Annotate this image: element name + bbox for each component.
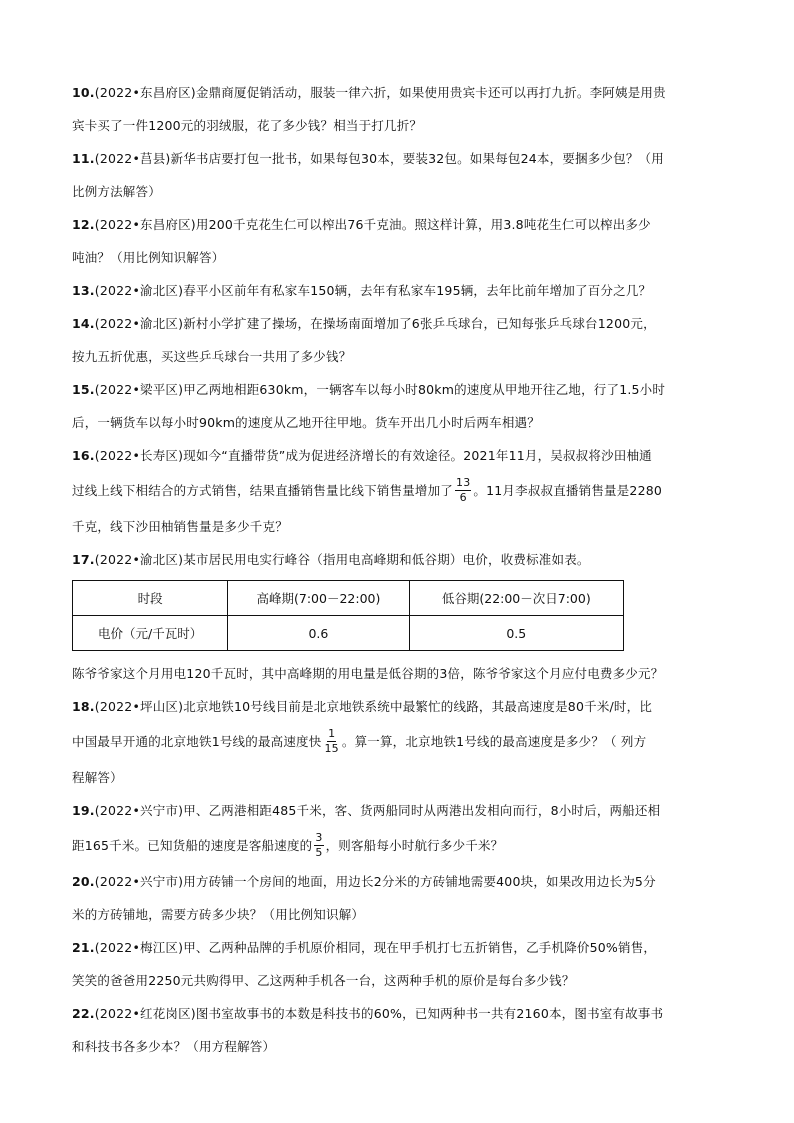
- table-row: [73, 581, 624, 616]
- question-16: 16.(2022•长寿区)现如今“直播带货”成为促进经济增长的有效途径。2021年11月，吴叔叔将沙田柚通: [72, 448, 652, 463]
- question-17: 17.(2022•渝北区)某市居民用电实行峰谷（指用电高峰期和低谷期）电价，收费标准如表。: [72, 552, 590, 567]
- fraction: $\frac{3}{5}$: [315, 831, 323, 859]
- question-15: 15.(2022•梁平区)甲乙两地相距630km，一辆客车以每小时80km的速度从甲地开往乙地，行了1.5小时: [72, 382, 666, 397]
- question-12: 12.(2022•东昌府区)用200千克花生仁可以榨出76千克油。照这样计算，用3.8吨花生仁可以榨出多少: [72, 217, 651, 232]
- table-cell: 电价（元/千瓦时）: [73, 616, 228, 651]
- table-cell: 高峰期(7:00－22:00): [228, 581, 409, 616]
- question-list: 10.(2022•东昌府区)金鼎商厦促销活动，服装一律六折，如果使用贵宾卡还可以再打九折。李阿姨是用贵 宾卡买了一件1200元的羽绒服，花了多少钱？相当于打几折？ 11.(2022•莒县)新华书店要打包一批书，如果每包30本，要装32包。如果每包24本，要捆多少包？（用 比例方法解答） 12.(2022•东昌府区)用200千克花生仁可以榨出76千克油。照这样计算，用3.8吨花生仁可以榨出多少 吨油？（用比例知识解答） 13.(2022•渝北区)春平小区前年有私家车150辆，去年有私家车195辆，去年比前年增加了百分之几？ 14.(2022•渝北区)新村小学扩建了操场，在操场南面增加了6张乒乓球台，已知每张乒乓球台1200元， 按九五折优惠，买这些乒乓球台一共用了多少钱？ 15.(2022•梁平区)甲乙两地相距630km，一辆客车以每小时80km的速度从甲地开往乙地，行了1.5小时 后，一辆货车以每小时90km的速度从乙地开往甲地。货车开出几小时后两车相遇？ 16.(2022•长寿区)现如今“直播带货”成为促进经济增长的有效途径。2021年11月，吴叔叔将沙田柚通 过线上线下相结合的方式销售，结果直播销售量比线下销售量增加了 $\frac{13}{6}$ 。11月李叔叔直播销售量是2280 千克，线下沙田柚销售量是多少千克？ 17.(2022•渝北区)某市居民用电实行峰谷（指用电高峰期和低谷期）电价，收费标准如表。 时段 高峰期(7:00－22:00) 低谷期(22:00－次日7:00) 电价（元/千瓦时） 0.6 0.5 陈爷爷家这个月用电120千瓦时，其中高峰期的用电量是低谷期的3倍，陈爷爷家这个月应付电费多少元？ 18.(2022•坪山区)北京地铁10号线目前是北京地铁系统中最繁忙的线路，其最高速度是80千米/时，比 中国最早开通的北京地铁1号线的最高速度快 $\frac{1}{15}$ 。算一算，北京地铁1号线的最高速度是多少？（ 列方 程解答） 19.(2022•兴宁市)甲、乙两港相距485千米，客、货两船同时从两港出发相向而行，8小时后，两船还相 距165千米。已知货船的速度是客船速度的 $\frac{3}{5}$ ，则客船每小时航行多少千米？ 20.(2022•兴宁市)用方砖铺一个房间的地面，用边长2分米的方砖铺地需要400块，如果改用边长为5分 米的方砖铺地，需要方砖多少块？（用比例知识解） 21.(2022•梅江区)甲、乙两种品牌的手机原价相同，现在甲手机打七五折销售，乙手机降价50%销售， 笑笑的爸爸用2250元共购得甲、乙这两种手机各一台，这两种手机的原价是每台多少钱？ 22.(2022•红花岗区)图书室故事书的本数是科技书的60%，已知两种书一共有2160本，图书室有故事书 和科技书各多少本？（用方程解答）: [72, 76, 728, 1063]
- question-21: 21.(2022•梅江区)甲、乙两种品牌的手机原价相同，现在甲手机打七五折销售，乙手机降价50%销售，: [72, 940, 657, 955]
- table-row: [73, 616, 624, 651]
- question-14: 14.(2022•渝北区)新村小学扩建了操场，在操场南面增加了6张乒乓球台，已知每张乒乓球台1200元，: [72, 316, 656, 331]
- electricity-rate-table: [72, 580, 624, 651]
- question-19: 19.(2022•兴宁市)甲、乙两港相距485千米，客、货两船同时从两港出发相向而行，8小时后，两船还相: [72, 803, 661, 818]
- fraction: $\frac{13}{6}$: [456, 476, 471, 504]
- fraction: $\frac{1}{15}$: [324, 727, 339, 755]
- table-cell: 低谷期(22:00－次日7:00): [409, 581, 623, 616]
- table-cell: 0.5: [409, 616, 623, 651]
- question-13: 13.(2022•渝北区)春平小区前年有私家车150辆，去年有私家车195辆，去年比前年增加了百分之几？: [72, 283, 652, 298]
- question-20: 20.(2022•兴宁市)用方砖铺一个房间的地面，用边长2分米的方砖铺地需要400块，如果改用边长为5分: [72, 874, 656, 889]
- question-22: 22.(2022•红花岗区)图书室故事书的本数是科技书的60%，已知两种书一共有2160本，图书室有故事书: [72, 1006, 664, 1021]
- question-10: 10.(2022•东昌府区)金鼎商厦促销活动，服装一律六折，如果使用贵宾卡还可以再打九折。李阿姨是用贵: [72, 85, 666, 100]
- question-18: 18.(2022•坪山区)北京地铁10号线目前是北京地铁系统中最繁忙的线路，其最高速度是80千米/时，比: [72, 699, 653, 714]
- question-11: 11.(2022•莒县)新华书店要打包一批书，如果每包30本，要装32包。如果每包24本，要捆多少包？（用: [72, 151, 664, 166]
- table-cell: 0.6: [228, 616, 409, 651]
- table-cell: 时段: [73, 581, 228, 616]
